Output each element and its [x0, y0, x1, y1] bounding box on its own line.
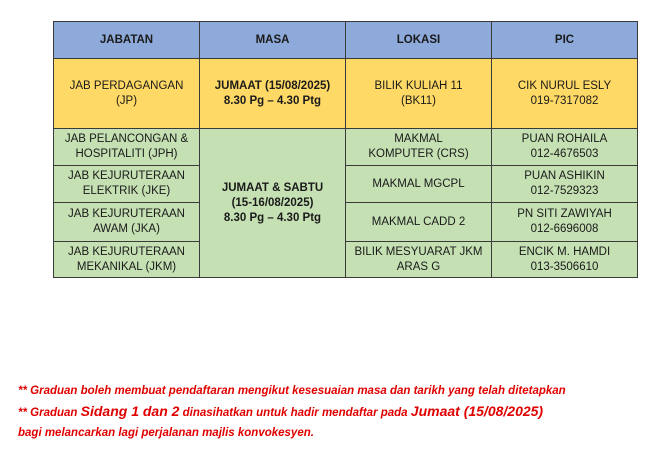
jabatan-cell: [54, 203, 200, 242]
note-text: ** Graduan: [18, 407, 81, 419]
pic-cell: [492, 166, 638, 203]
jabatan-line: JAB PERDAGANGAN: [69, 79, 184, 92]
pic-cell: [492, 242, 638, 278]
table-row: [54, 166, 638, 203]
masa-line: JUMAAT (15/08/2025): [214, 79, 331, 92]
merged-masa-cell: [200, 129, 346, 278]
jabatan-line: JAB KEJURUTERAAN: [68, 208, 185, 220]
masa-line: 8.30 Pg – 4.30 Ptg: [223, 211, 322, 224]
pic-name: PUAN ASHIKIN: [524, 170, 605, 182]
table-row: [54, 242, 638, 278]
lokasi-line: BILIK MESYUARAT JKM: [354, 245, 483, 258]
lokasi-line: MAKMAL CADD 2: [371, 215, 466, 228]
notes-block: [18, 381, 648, 443]
note-emphasis-date: Jumaat (15/08/2025): [410, 403, 544, 419]
jabatan-cell: [54, 242, 200, 278]
lokasi-line: KOMPUTER (CRS): [368, 148, 469, 160]
table-row: [54, 203, 638, 242]
header-pic: PIC: [492, 22, 638, 59]
pic-phone: 012-6696008: [530, 223, 599, 235]
pic-phone: 019-7317082: [530, 94, 599, 107]
note-line-3: bagi melancarkan lagi perjalanan majlis konvokesyen.: [18, 427, 314, 439]
jabatan-line: JAB PELANCONGAN &: [64, 133, 189, 145]
lokasi-line: MAKMAL MGCPL: [372, 177, 465, 190]
header-row: [54, 22, 638, 59]
pic-name: PUAN ROHAILA: [521, 133, 608, 145]
header-masa: MASA: [200, 22, 346, 59]
pic-cell: [492, 203, 638, 242]
masa-line: JUMAAT & SABTU: [221, 181, 324, 194]
jabatan-cell: [54, 129, 200, 166]
jabatan-line: AWAM (JKA): [93, 223, 160, 235]
jabatan-cell: [54, 166, 200, 203]
header-lokasi: LOKASI: [346, 22, 492, 59]
lokasi-cell: [346, 166, 492, 203]
pic-phone: 012-7529323: [530, 185, 599, 197]
lokasi-cell: [346, 59, 492, 129]
lokasi-line: (BK11): [401, 94, 436, 107]
masa-cell: [200, 59, 346, 129]
lokasi-cell: [346, 242, 492, 278]
lokasi-line: MAKMAL: [394, 133, 443, 145]
note-line-1: ** Graduan boleh membuat pendaftaran mengikut kesesuaian masa dan tarikh yang telah ditetapkan: [18, 385, 566, 397]
note-emphasis-sidang: Sidang 1 dan 2: [80, 403, 180, 419]
jabatan-line: MEKANIKAL (JKM): [76, 260, 177, 273]
note-line-2: [18, 401, 648, 423]
note-text: dinasihatkan untuk hadir mendaftar pada: [179, 407, 411, 419]
table-row: [54, 129, 638, 166]
pic-cell: [492, 59, 638, 129]
jabatan-line: ELEKTRIK (JKE): [82, 185, 171, 197]
pic-name: ENCIK M. HAMDI: [518, 245, 611, 258]
jabatan-line: (JP): [115, 94, 138, 107]
pic-phone: 012-4676503: [530, 148, 599, 160]
pic-cell: [492, 129, 638, 166]
masa-line: 8.30 Pg – 4.30 Ptg: [223, 94, 322, 107]
header-jabatan: JABATAN: [54, 22, 200, 59]
lokasi-cell: [346, 129, 492, 166]
lokasi-line: BILIK KULIAH 11: [374, 79, 463, 92]
schedule-table: [53, 21, 638, 278]
lokasi-cell: [346, 203, 492, 242]
pic-name: CIK NURUL ESLY: [517, 79, 612, 92]
jabatan-line: HOSPITALITI (JPH): [75, 148, 178, 160]
jabatan-cell: [54, 59, 200, 129]
table-row: [54, 59, 638, 129]
masa-line: (15-16/08/2025): [231, 196, 314, 209]
jabatan-line: JAB KEJURUTERAAN: [68, 170, 185, 182]
pic-name: PN SITI ZAWIYAH: [517, 208, 612, 220]
lokasi-line: ARAS G: [396, 260, 441, 273]
pic-phone: 013-3506610: [530, 260, 599, 273]
jabatan-line: JAB KEJURUTERAAN: [68, 245, 185, 258]
